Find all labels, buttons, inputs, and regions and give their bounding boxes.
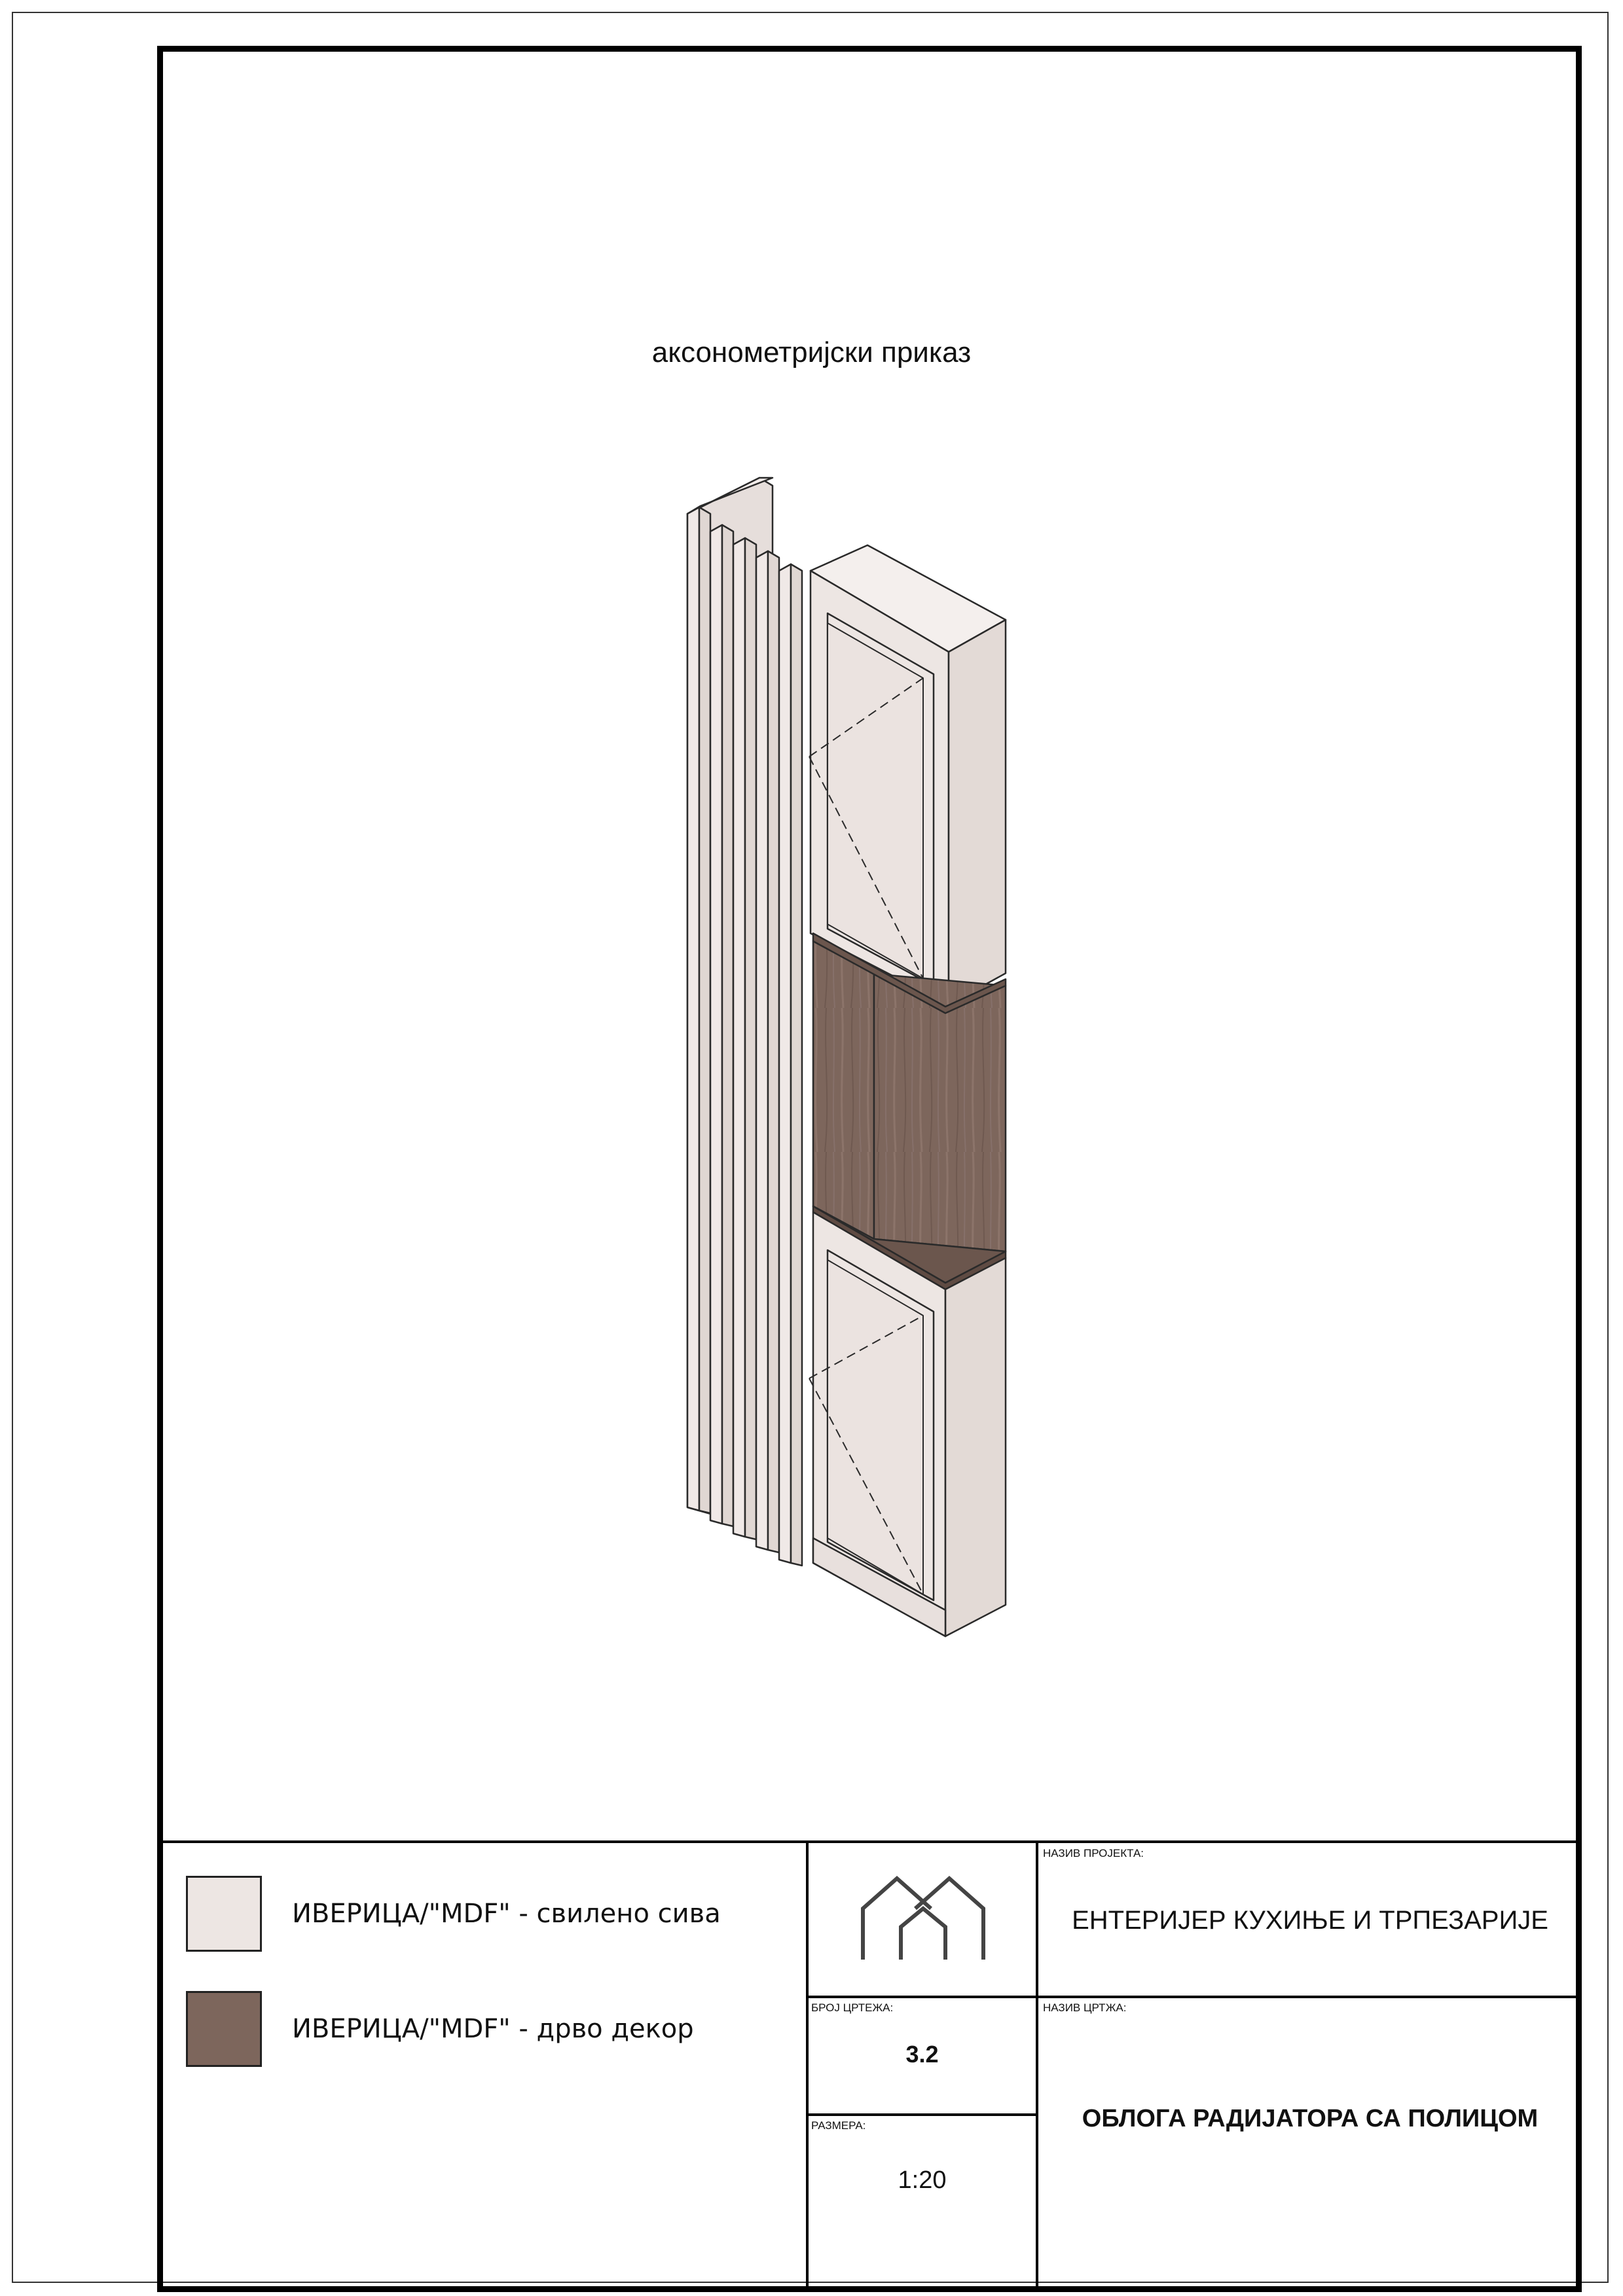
scale-label: РАЗМЕРА: <box>811 2119 866 2132</box>
scale-value: 1:20 <box>898 2166 947 2194</box>
legend-item-wood <box>186 1991 694 2067</box>
swatch-wood-decor <box>186 1991 262 2067</box>
project-name: ЕНТЕРИЈЕР КУХИЊЕ И ТРПЕЗАРИЈЕ <box>1072 1906 1548 1935</box>
drawing-name: ОБЛОГА РАДИЈАТОРА СА ПОЛИЦОМ <box>1082 2105 1539 2132</box>
legend-label-light: ИВЕРИЦА/"MDF" - свилено сива <box>292 1899 721 1929</box>
project-name-label: НАЗИВ ПРОЈЕКТА: <box>1043 1847 1144 1859</box>
title-block-row-divider-1 <box>806 1996 1582 1998</box>
view-title: аксонометријски приказ <box>651 336 972 368</box>
swatch-light-grey <box>186 1876 262 1952</box>
vertical-slats <box>687 507 802 1566</box>
upper-cabinet <box>809 545 1006 1005</box>
title-block <box>157 1840 1582 2292</box>
double-house-outline-icon <box>858 1873 989 1965</box>
legend-item-light <box>186 1876 721 1952</box>
drawing-number-label: БРОЈ ЦРТЕЖА: <box>811 2001 894 2014</box>
lower-cabinet <box>809 1212 1006 1636</box>
legend-label-wood: ИВЕРИЦА/"MDF" - дрво декор <box>292 2014 694 2044</box>
drawing-name-label: НАЗИВ ЦРТЖА: <box>1043 2001 1127 2014</box>
drawing-number: 3.2 <box>905 2041 939 2068</box>
title-block-row-divider-2 <box>806 2113 1036 2116</box>
